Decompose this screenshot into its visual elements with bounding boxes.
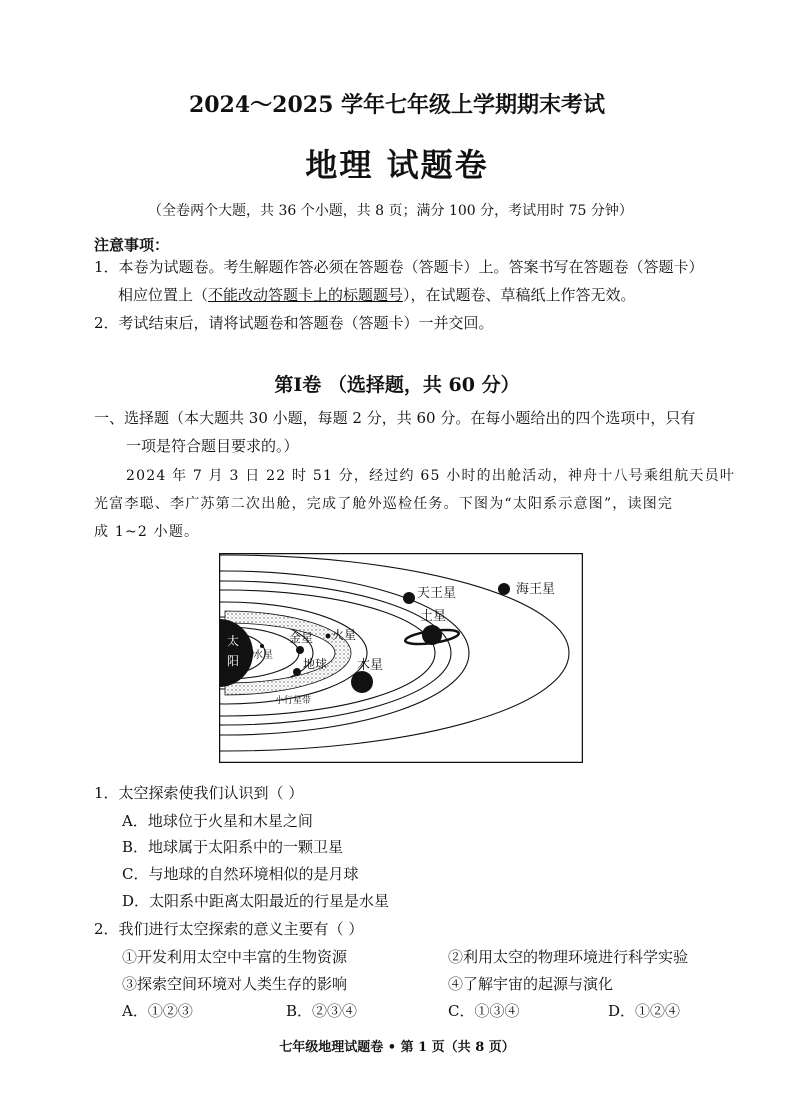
jupiter-label: 木星: [357, 658, 384, 673]
section-title: 第Ⅰ卷 （选择题，共 60 分）: [274, 374, 520, 396]
question-2-item-4: ④了解宇宙的起源与演化: [448, 975, 614, 993]
mercury: [260, 644, 264, 648]
mars-label: 火星: [332, 628, 357, 642]
question-1-option-a: A．地球位于火星和木星之间: [122, 812, 313, 830]
passage-line-3: 成 1~2 小题。: [94, 524, 200, 540]
mars: [326, 634, 331, 639]
neptune: [498, 583, 510, 595]
question-2-item-1: ①开发利用太空中丰富的生物资源: [122, 948, 348, 966]
question-2-option-a: A．①②③: [122, 1002, 193, 1020]
question-1-option-b: B．地球属于太阳系中的一颗卫星: [122, 838, 344, 856]
section-instructions-cont: 一项是符合题目要求的。）: [126, 437, 299, 455]
uranus: [403, 592, 415, 604]
notes-heading: 注意事项：: [94, 236, 170, 254]
earth-label: 地球: [303, 657, 328, 671]
venus-label: 金星: [289, 631, 314, 645]
exam-title: 2024～2025 学年七年级上学期期末考试: [188, 92, 606, 118]
question-1-option-d: D．太阳系中距离太阳最近的行星是水星: [122, 892, 390, 910]
note-underlined-text: 不能改动答题卡上的标题题号: [208, 286, 404, 304]
saturn-label: 土星: [420, 609, 447, 624]
sun-label-2: 阳: [226, 654, 240, 668]
asteroid-belt-label: 小行星带: [275, 696, 312, 706]
passage-line-2: 光富李聪、李广苏第二次出舱，完成了舱外巡检任务。下图为“太阳系示意图”，读图完: [94, 496, 674, 512]
page-footer: 七年级地理试题卷 • 第 1 页（共 8 页）: [279, 1040, 515, 1055]
note-text: 相应位置上（: [118, 286, 209, 304]
question-2-item-2: ②利用太空的物理环境进行科学实验: [448, 948, 689, 966]
question-1-option-c: C．与地球的自然环境相似的是月球: [122, 865, 359, 883]
note-item-2: 2．考试结束后，请将试题卷和答题卷（答题卡）一并交回。: [94, 314, 494, 332]
question-2-stem: 2．我们进行太空探索的意义主要有（ ）: [94, 920, 364, 938]
passage-line-1: 2024 年 7 月 3 日 22 时 51 分，经过约 65 小时的出舱活动，神舟十八号乘组航天员叶: [126, 468, 736, 484]
note-item-1-cont: [118, 284, 636, 305]
venus: [296, 646, 304, 654]
question-2-option-c: C．①③④: [448, 1002, 520, 1020]
exam-intro: （全卷两个大题，共 36 个小题，共 8 页；满分 100 分，考试用时 75 分钟）: [148, 203, 633, 219]
jupiter: [351, 671, 373, 693]
neptune-label: 海王星: [516, 582, 556, 597]
question-2-option-b: B．②③④: [286, 1002, 358, 1020]
question-1-stem: 1．太空探索使我们认识到（ ）: [94, 784, 304, 802]
uranus-label: 天王星: [417, 586, 457, 601]
exam-subtitle: 地理 试题卷: [305, 146, 489, 184]
question-2-option-d: D．①②④: [608, 1002, 681, 1020]
note-item-1: 1．本卷为试题卷。考生解题作答必须在答题卷（答题卡）上。答案书写在答题卷（答题卡）: [94, 258, 704, 276]
solar-system-diagram: [219, 553, 583, 763]
sun-label-1: 太: [226, 634, 240, 648]
section-instructions: 一、选择题（本大题共 30 小题，每题 2 分，共 60 分。在每小题给出的四个选项中，只有: [94, 409, 696, 427]
mercury-label: 水星: [253, 650, 273, 661]
earth: [293, 668, 301, 676]
question-2-item-3: ③探索空间环境对人类生存的影响: [122, 975, 348, 993]
note-text: ），在试题卷、草稿纸上作答无效。: [403, 286, 636, 304]
